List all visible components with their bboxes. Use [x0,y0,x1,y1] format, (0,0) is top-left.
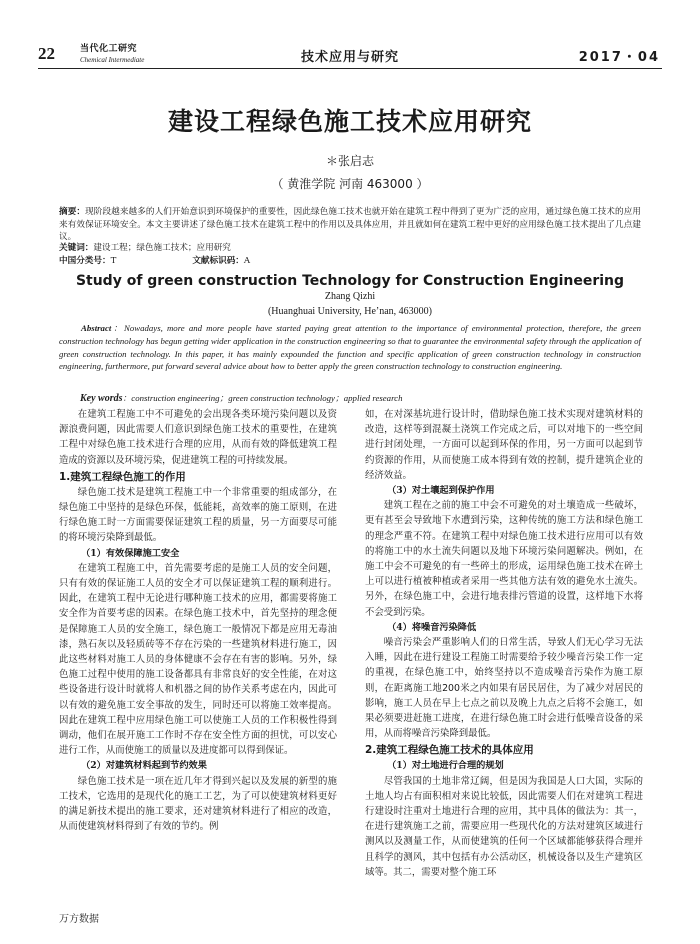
english-keywords [80,392,641,405]
paragraph: 绿色施工技术是一项在近几年才得到兴起以及发展的新型的施工技术，它选用的是现代化的施工工艺，为了可以使建筑材料更好的满足新技术提出的施工要求，还对建筑材料进行了相应的改造，从而使建筑材料得到了有效的节约。例 [59,775,337,833]
paragraph: 如，在对深基坑进行设计时，借助绿色施工技术实现对建筑材料的改造，这样等到混凝土浇筑工作完成之后，可以对地下的一些空间进行封闭处理，一方面可以起到环保的作用，另一方面可以起到节约资源的作用，从而使施工成本得到有效的控制，提升建筑企业的经济效益。 [365,409,643,481]
body-column-right [365,407,643,880]
subsection-heading: （2）对建筑材料起到节约效果 [81,760,207,772]
section-title: 技术应用与研究 [300,50,399,65]
subsection-heading: （3）对土壤起到保护作用 [387,485,495,497]
body-column-left [59,407,337,834]
journal-name-en: Chemical Intermediate [80,56,145,64]
subsection-heading: （4）将噪音污染降低 [387,621,477,633]
header-divider [38,68,662,69]
cn-class-label: 中国分类号： [59,256,111,266]
footer-watermark: 万方数据 [59,914,99,925]
paragraph: 噪音污染会严重影响人们的日常生活，导致人们无心学习无法入睡，因此在进行建设工程施工时需要给予较少噪音污染工作一定的重视，在绿色施工中，始终坚持以不造成噪音污染作为施工原则，在距离施工地200米之内如果有居民居住，为了减少对居民的影响，施工人员在早上七点之前以及晚上九点之后将不会施工，如果必须要进赶施工进度，在进行绿色施工时会进行低噪音设备的采用，从而将噪音污染降到最低。 [365,637,643,740]
paragraph: 尽管我国的土地非常辽阔，但是因为我国是人口大国，实际的土地人均占有面积相对来说比较低，因此需要人们在对建筑工程进行建设时注重对土地进行合理的应用，其中具体的做法为：其一，在进行建筑施工之前，需要应用一些现代化的方法对建筑区域进行测风以及测量工作，从而使建筑的任何一个区域都能够获得合理并且科学的测风，其中包括有办公活动区，机械设备以及生产建筑区域等。其二，需要对整个施工环 [365,775,643,878]
cn-classification [59,255,641,268]
journal-name-cn: 当代化工研究 [80,44,138,54]
article-title: 建设工程绿色施工技术应用研究 [167,107,532,136]
paragraph: 在建筑工程施工中，首先需要考虑的是施工人员的安全问题，只有有效的保证施工人员的安全才可以保证建筑工程的顺利进行。因此，在建筑工程中无论进行哪种施工技术的应用，都需要将施工安全作为首要考虑的因素。在绿色施工技术中，首先坚持的理念便是保障施工人员的安全施工，绿色施工一般情况下都是应用无毒油漆，熟石灰以及轻质砖等不存在污染的一些建筑材料进行施工，因此这些材料对施工人员的身体健康不会存在有害的影响。另外，绿色施工过程中使用的施工设备都具有非常良好的安全性能，在对这些设备进行设计时就将人和机器之间的协作关系考虑在内，因此可以有效的避免施工安全事故的发生，同时还可以将施工效率提高。因此在建筑工程中应用绿色施工可以使施工人员的工作积极性得到调动，他们在展开施工工作时不存在安全性方面的担忧，可以安心进行工作，从而使施工的质量以及进度都可以得到保证。 [59,562,337,757]
page-number: 22 [38,44,55,63]
english-keywords-text: ：construction engineering；green construction technology；applied research [122,393,403,403]
section-heading-2: 2.建筑工程绿色施工技术的具体应用 [365,744,534,757]
cn-abstract-label: 摘要： [59,207,86,217]
english-abstract [59,322,641,373]
paragraph: 绿色施工技术是建筑工程施工中一个非常重要的组成部分，在绿色施工中坚持的是绿色环保，低能耗，高效率的施工原则，在进行绿色施工时一方面需要保证建筑工程的质量，另一方面要尽可能的将环境污染降到最低。 [59,486,337,544]
author: ＊张启志 [325,154,374,168]
cn-keywords [59,242,641,255]
english-title: Study of green construction Technology for Construction Engineering [75,273,625,289]
cn-class-value: T [110,256,117,266]
cn-abstract [59,206,641,244]
affiliation: （ 黄淮学院 河南 463000 ） [271,177,429,191]
paragraph: 建筑工程在之前的施工中会不可避免的对土壤造成一些破坏，更有甚至会导致地下水遭到污染，这种传统的施工方法和绿色施工的理念严重不符。在建筑工程中对绿色施工技术进行应用可以有效的将施工中的水土流失问题以及地下环境污染问题解决。例如，在施工中会不可避免的有一些碎土的形成，运用绿色施工技术在碎土上可以进行植被种植或者采用一些其他方法有效的避免水土流失。另外，在绿色施工中，会进行地表排污管道的设置，这样地下水将不会受到污染。 [365,500,643,618]
issue-number: 2017・04 [578,50,660,65]
cn-abstract-text: 现阶段越来越多的人们开始意识到环境保护的重要性，因此绿色施工技术也就开始在建筑工程中得到了更为广泛的应用，通过绿色施工技术的应用来有效保证环境安全。本文主要讲述了绿色施工技术在建筑工程中的作用以及具体应用，并且就如何在建筑工程中更好的应用绿色施工技术提出了几点建议。 [59,207,641,243]
english-keywords-label: Key words [80,393,123,404]
english-affiliation: (Huanghuai University, He’nan, 463000) [267,306,433,317]
cn-code-value: A [243,256,251,266]
english-abstract-label: Abstract [81,323,112,333]
page-header [38,44,662,68]
subsection-heading: （1）有效保障施工安全 [81,547,180,559]
intro-paragraph: 在建筑工程施工中不可避免的会出现各类环境污染问题以及资源浪费问题，因此需要人们意识到绿色施工技术的重要性，在建筑工程中对绿色施工技术进行合理的应用，从而有效的降低建筑工程造成的资源以及环境污染，促进建筑工程的可持续发展。 [59,409,337,466]
english-abstract-text: ：Nowadays, more and more people have started paying great attention to the importance of environmental protection, therefore, the green construction technology has begun getting wider application in the construction engineering so that to guarantee the environmental safety through the application of green construction technology. In this paper, it has mainly expounded the function and specific application of green construction technology in construction engineering, furthermore, put forward several advice about how to better apply the green construction technology to construction engineering. [59,323,641,372]
cn-keywords-text: 建设工程；绿色施工技术；应用研究 [93,243,231,253]
english-author: Zhang Qizhi [324,291,376,302]
section-heading-1: 1.建筑工程绿色施工的作用 [59,470,186,483]
cn-keywords-label: 关键词： [59,243,94,253]
cn-code-label: 文献标识码： [192,256,244,266]
subsection-heading: （1）对土地进行合理的规划 [387,760,504,772]
